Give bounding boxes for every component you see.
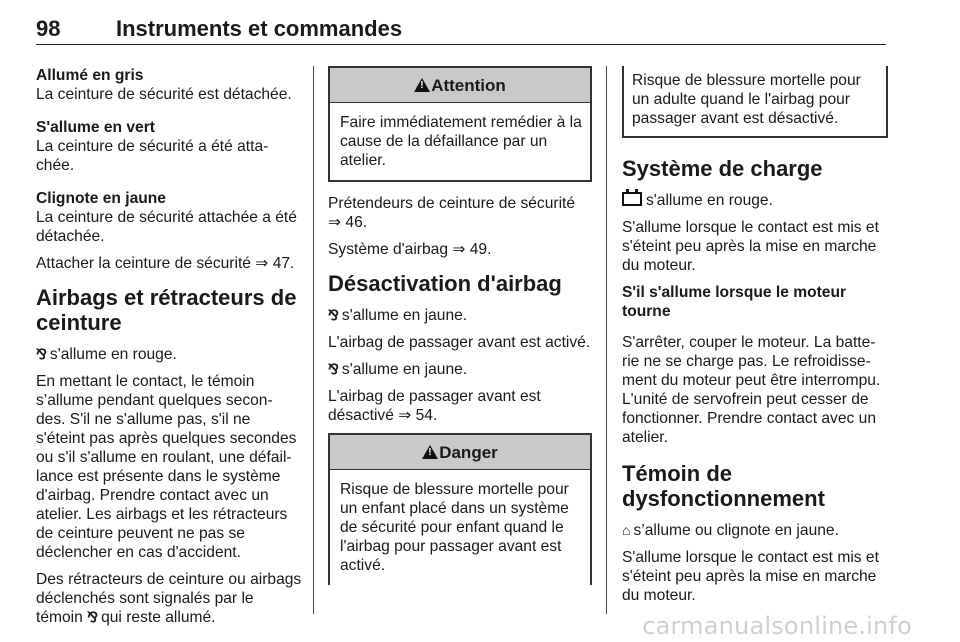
airbag-warning-icon: ⅋ bbox=[36, 346, 47, 362]
paragraph: Prétendeurs de ceinture de sécurité ⇒ 46. bbox=[328, 195, 576, 231]
paragraph: En mettant le contact, le témoin s’allume pendant quelques secon-des. S'il ne s'allume pas, s'il ne s'éteint pas après quelques secondes ou s'il s'allume en roulant, une défail-lance est présente dans le système d'airbag. Prendre contact avec un atelier. Les airbags et les rétracteurs de ceinture peuvent ne pas se déclencher en cas d'accident. bbox=[36, 373, 297, 561]
column-3 bbox=[622, 66, 888, 613]
paragraph: Attacher la ceinture de sécurité ⇒ 47. bbox=[36, 255, 295, 272]
warning-triangle-icon bbox=[414, 78, 430, 92]
text: qui reste allumé. bbox=[101, 609, 216, 626]
attention-title: Attention bbox=[431, 76, 506, 95]
paragraph: La ceinture de sécurité a été atta-chée. bbox=[36, 138, 269, 174]
paragraph bbox=[622, 521, 888, 540]
danger-header bbox=[330, 435, 590, 470]
airbag-warning-icon: ⅋ bbox=[87, 609, 99, 625]
attention-header bbox=[330, 68, 590, 103]
paragraph bbox=[622, 191, 888, 210]
warning-triangle-icon bbox=[422, 445, 438, 459]
text: s'allume en rouge. bbox=[49, 346, 177, 363]
text: s'allume en rouge. bbox=[646, 192, 773, 209]
section-heading-desactivation: Désactivation d'airbag bbox=[328, 271, 562, 296]
paragraph bbox=[328, 360, 592, 379]
subheading-green: S'allume en vert bbox=[36, 119, 155, 136]
section-heading-temoin: Témoin de dysfonctionnement bbox=[622, 461, 825, 511]
column-2 bbox=[328, 66, 592, 585]
page-number: 98 bbox=[36, 16, 61, 41]
battery-icon bbox=[622, 192, 642, 206]
paragraph: L'airbag de passager avant est activé. bbox=[328, 334, 591, 351]
paragraph bbox=[36, 345, 302, 364]
danger-box bbox=[328, 433, 592, 585]
paragraph: S'arrêter, couper le moteur. La batte-rie ne se charge pas. Le refroidisse-ment du moteur peut être interrompu. L'unité de servofrein peut cesser de fonctionner. Prendre contact avec un atelier. bbox=[622, 334, 881, 446]
section-heading-airbags: Airbags et rétracteurs de ceinture bbox=[36, 285, 297, 335]
page-header bbox=[36, 8, 886, 45]
text: s'allume en jaune. bbox=[341, 361, 468, 378]
paragraph bbox=[328, 306, 592, 325]
column-1 bbox=[36, 66, 302, 635]
watermark: carmanualsonline.info bbox=[642, 612, 912, 640]
danger-box-continued bbox=[622, 66, 888, 138]
attention-box bbox=[328, 66, 592, 182]
paragraph: S'allume lorsque le contact est mis et s'éteint peu après la mise en marche du moteur. bbox=[622, 219, 879, 274]
danger-title: Danger bbox=[439, 443, 498, 462]
text: s'allume en jaune. bbox=[341, 307, 468, 324]
paragraph: L'airbag de passager avant est désactivé ⇒ 54. bbox=[328, 388, 541, 424]
passenger-airbag-off-icon: ⅋ bbox=[328, 361, 339, 377]
text: Des rétracteurs de ceinture ou airbags déclenchés sont signalés par le témoin bbox=[36, 571, 302, 626]
text: s’allume ou clignote en jaune. bbox=[633, 522, 839, 539]
attention-body: Faire immédiatement remédier à la cause de la défaillance par un atelier. bbox=[340, 114, 582, 169]
page-title: Instruments et commandes bbox=[116, 16, 403, 41]
paragraph bbox=[36, 570, 302, 627]
subheading-yellow: Clignote en jaune bbox=[36, 190, 166, 207]
paragraph: S'allume lorsque le contact est mis et s'éteint peu après la mise en marche du moteur. bbox=[622, 549, 879, 604]
section-heading-charge: Système de charge bbox=[622, 156, 823, 181]
engine-malfunction-icon: ⌂ bbox=[622, 522, 631, 538]
passenger-airbag-on-icon: ⅋ bbox=[328, 307, 339, 323]
subheading-engine-running: S'il s'allume lorsque le moteur tourne bbox=[622, 284, 847, 320]
paragraph: La ceinture de sécurité est détachée. bbox=[36, 86, 292, 103]
subheading-gray: Allumé en gris bbox=[36, 67, 144, 84]
paragraph: La ceinture de sécurité attachée a été détachée. bbox=[36, 209, 297, 245]
column-divider bbox=[606, 66, 607, 614]
danger-body-continued: Risque de blessure mortelle pour un adulte quand le l'airbag pour passager avant est désactivé. bbox=[632, 72, 861, 127]
danger-body: Risque de blessure mortelle pour un enfant placé dans un système de sécurité pour enfant quand le l'airbag pour passager avant est activé. bbox=[340, 481, 569, 574]
column-divider bbox=[313, 66, 314, 614]
paragraph: Système d'airbag ⇒ 49. bbox=[328, 241, 492, 258]
